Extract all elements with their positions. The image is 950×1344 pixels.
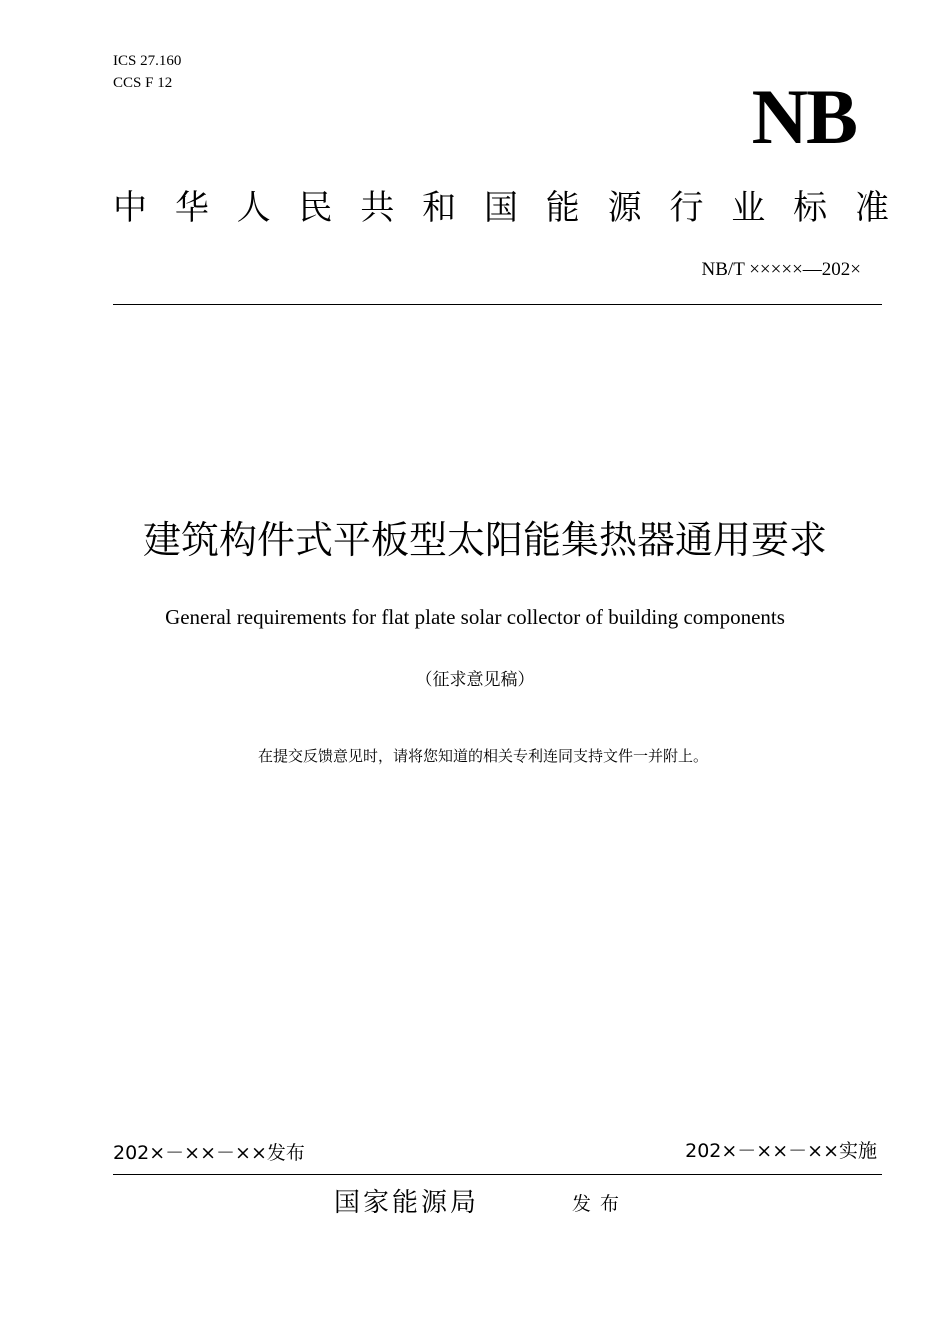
ics-code: ICS 27.160 — [113, 53, 182, 69]
standard-title-char: 业 — [731, 188, 766, 228]
standard-title-char: 中 — [113, 188, 147, 228]
standard-category-title — [113, 188, 889, 228]
issuing-authority: 国家能源局 — [334, 1188, 480, 1218]
standard-title-char: 华 — [174, 188, 209, 228]
standard-title-char: 共 — [360, 188, 395, 228]
document-title-en: General requirements for flat plate solar collector of building components — [165, 605, 785, 629]
issuer-verb: 发布 — [572, 1193, 629, 1215]
standard-title-char: 源 — [607, 188, 642, 228]
patent-note: 在提交反馈意见时，请将您知道的相关专利连同支持文件一并附上。 — [257, 747, 708, 765]
ccs-code: CCS F 12 — [113, 75, 173, 91]
document-title-zh: 建筑构件式平板型太阳能集热器通用要求 — [142, 518, 827, 562]
standard-title-char: 行 — [669, 188, 704, 228]
implementation-date: 202×－××－××实施 — [685, 1140, 877, 1162]
footer-divider — [113, 1174, 882, 1175]
classification-codes — [113, 50, 181, 94]
standard-code: NB/T ×××××—202× — [701, 259, 861, 280]
standard-title-char: 标 — [793, 188, 828, 228]
standard-title-char: 人 — [236, 188, 271, 228]
standard-title-char: 和 — [422, 188, 457, 228]
issue-date: 202×－××－××发布 — [113, 1142, 305, 1164]
nb-logo: NB — [751, 73, 856, 160]
draft-label: （征求意见稿） — [415, 670, 535, 690]
standard-title-char: 国 — [483, 188, 518, 228]
standard-title-char: 能 — [545, 188, 580, 228]
header-divider — [113, 304, 882, 305]
standard-title-char: 民 — [298, 188, 333, 228]
standard-title-char: 准 — [854, 188, 889, 228]
